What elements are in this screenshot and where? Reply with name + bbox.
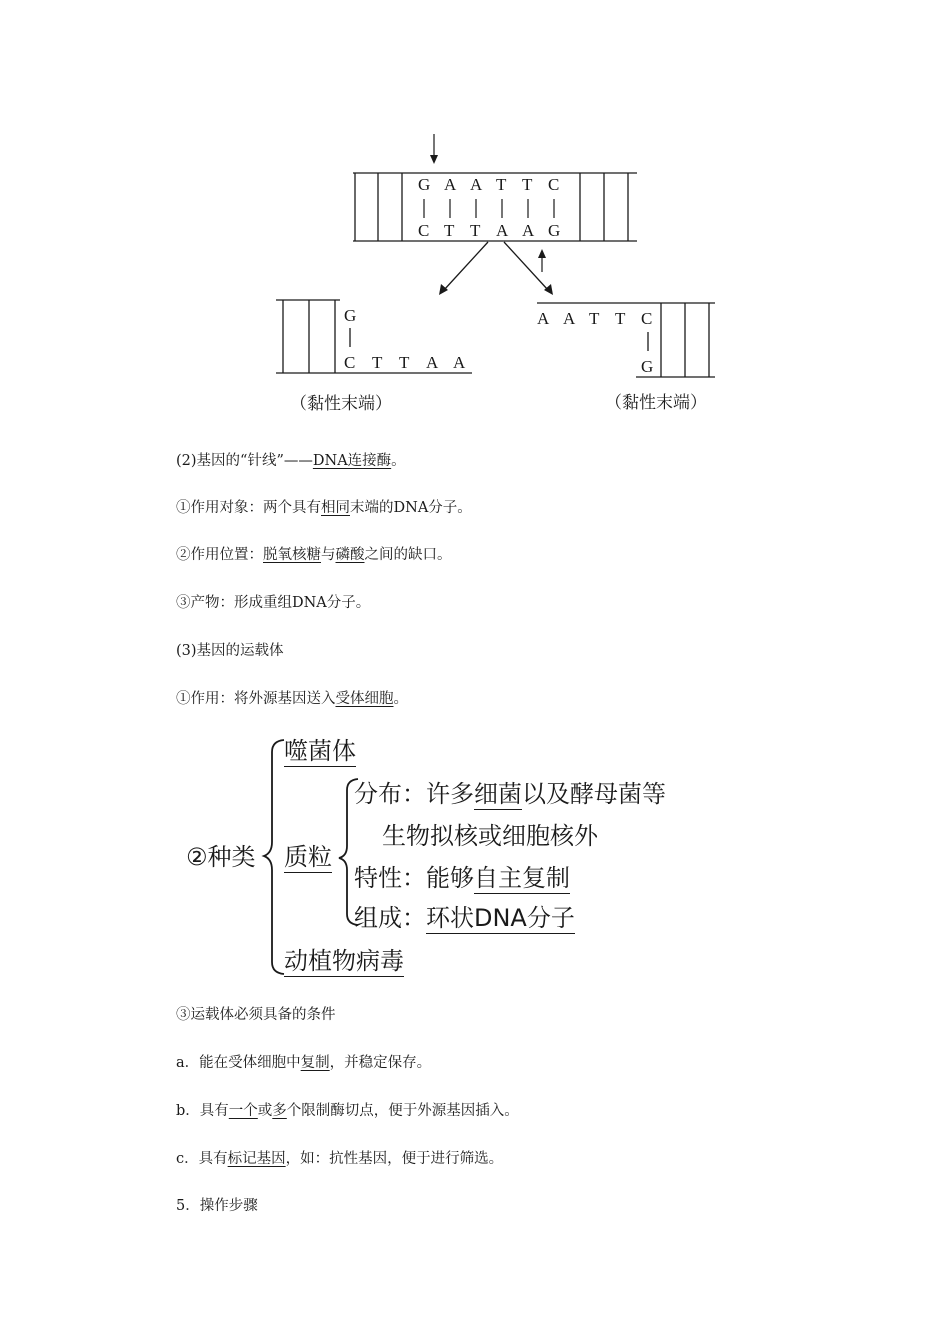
text: 末端的DNA分子。 <box>350 500 472 516</box>
text: b．具有 <box>176 1103 229 1119</box>
text: 个限制酶切点，便于外源基因插入。 <box>286 1103 519 1119</box>
base: C <box>641 309 653 328</box>
base: T <box>470 221 481 240</box>
text: 。 <box>391 453 406 469</box>
base: A <box>426 353 439 372</box>
text: ①作用：将外源基因送入 <box>176 691 336 707</box>
vector-function <box>176 689 408 709</box>
dna-duplex <box>353 173 637 241</box>
text: ①作用对象：两个具有 <box>176 500 321 516</box>
base: T <box>589 309 600 328</box>
base: G <box>344 306 357 325</box>
text: ，并稳定保存。 <box>329 1055 432 1071</box>
text: 之间的缺口。 <box>364 547 452 563</box>
section-ligase <box>176 451 406 471</box>
ligase-position <box>176 545 452 565</box>
vector-conditions-heading: ③运载体必须具备的条件 <box>176 1007 336 1023</box>
phage: 噬菌体 <box>284 737 356 765</box>
condition-a <box>176 1053 431 1073</box>
base: G <box>548 221 561 240</box>
right-sticky-end-label: （黏性末端） <box>605 393 707 413</box>
condition-b <box>176 1101 519 1121</box>
text: c．具有 <box>176 1151 228 1167</box>
ligase-product: ③产物：形成重组DNA分子。 <box>176 595 371 611</box>
sticky-end-diagram <box>0 0 950 430</box>
base: T <box>496 175 507 194</box>
step5-heading: 5．操作步骤 <box>176 1198 258 1214</box>
base: G <box>418 175 431 194</box>
plasmid: 质粒 <box>284 843 332 871</box>
base: A <box>537 309 550 328</box>
base: T <box>615 309 626 328</box>
underlined-answer: 脱氧核糖 <box>263 547 321 563</box>
base: A <box>470 175 483 194</box>
text: 与 <box>321 547 336 563</box>
condition-c <box>176 1149 503 1169</box>
underlined-answer: DNA连接酶 <box>312 453 392 469</box>
plasmid-distribution: 分布：许多细菌以及酵母菌等 <box>354 780 666 808</box>
base: A <box>522 221 535 240</box>
types-root: ②种类 <box>186 843 256 871</box>
underlined-answer: 磷酸 <box>335 547 365 563</box>
base: T <box>372 353 383 372</box>
text: a．能在受体细胞中 <box>176 1055 301 1071</box>
animal-plant-virus: 动植物病毒 <box>284 947 404 975</box>
split-arrows <box>444 242 548 290</box>
text: ②作用位置： <box>176 547 263 563</box>
base: C <box>418 221 430 240</box>
base: T <box>444 221 455 240</box>
right-fragment-bases <box>537 309 653 376</box>
underlined-answer: 一个 <box>228 1103 258 1119</box>
section-vector: (3)基因的运载体 <box>176 643 284 659</box>
cut-arrow-bottom <box>538 249 546 272</box>
base: T <box>399 353 410 372</box>
underlined-answer: 相同 <box>321 500 350 516</box>
ligase-target <box>176 498 472 518</box>
base: T <box>522 175 533 194</box>
plasmid-composition: 组成：环状DNA分子 <box>354 904 575 932</box>
plasmid-distribution-line2: 生物拟核或细胞核外 <box>382 822 598 850</box>
base: A <box>444 175 457 194</box>
base: A <box>496 221 509 240</box>
base: G <box>641 357 654 376</box>
underlined-answer: 复制 <box>300 1055 330 1071</box>
underlined-answer: 多 <box>272 1103 287 1119</box>
bottom-strand-bases <box>418 221 560 240</box>
text: (2)基因的“针线”—— <box>176 453 313 469</box>
left-sticky-end-label: （黏性末端） <box>290 394 392 414</box>
text: 。 <box>393 691 408 707</box>
plasmid-trait: 特性：能够自主复制 <box>354 864 570 892</box>
text: 或 <box>257 1103 273 1119</box>
underlined-answer: 标记基因 <box>227 1151 286 1167</box>
underlined-answer: 受体细胞 <box>335 691 394 707</box>
text: ，如：抗性基因，便于进行筛选。 <box>285 1151 504 1167</box>
base: A <box>563 309 576 328</box>
top-strand-bases <box>418 175 559 194</box>
base-pair-bonds <box>424 199 554 218</box>
left-fragment-bases <box>344 306 466 372</box>
base: C <box>548 175 560 194</box>
base: C <box>344 353 356 372</box>
base: A <box>453 353 466 372</box>
cut-arrow-top <box>430 134 438 164</box>
